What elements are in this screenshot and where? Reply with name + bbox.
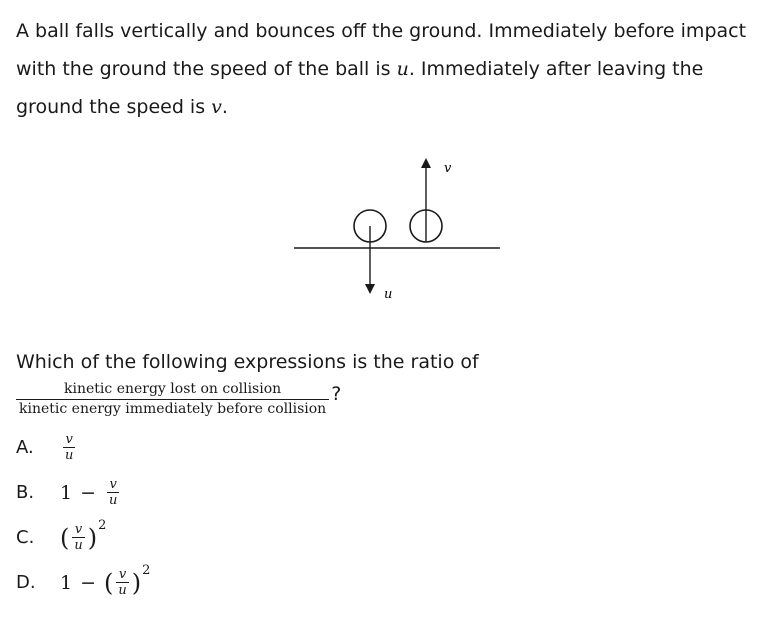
option-a[interactable]: [16, 432, 79, 463]
numerator-v: v: [118, 567, 127, 582]
option-letter: D.: [16, 572, 36, 593]
term-one: 1: [60, 571, 73, 594]
exponent: 2: [98, 518, 107, 533]
denominator-u: u: [65, 448, 74, 463]
denominator-u: u: [74, 538, 83, 553]
term-one: 1: [60, 481, 73, 504]
left-paren: (: [104, 568, 114, 597]
ratio-numerator: kinetic energy lost on collision: [64, 381, 282, 397]
bounce-diagram: [290, 152, 510, 312]
numerator-v: v: [74, 522, 83, 537]
option-letter: B.: [16, 482, 35, 503]
option-expression: [60, 563, 151, 598]
problem-statement: [16, 12, 776, 126]
option-c[interactable]: [16, 518, 107, 553]
arrow-v-head: [421, 158, 431, 168]
variable-u: u: [396, 58, 409, 80]
numerator-v: v: [65, 432, 73, 447]
right-paren: ): [87, 523, 98, 552]
variable-v: v: [211, 96, 222, 118]
question-text: Which of the following expressions is the ratio of: [16, 351, 479, 373]
arrow-u-head: [365, 284, 375, 294]
ratio-expression: [16, 380, 341, 419]
numerator-v: v: [109, 477, 117, 492]
denominator-u: u: [109, 493, 118, 508]
v-over-u-fraction: [72, 522, 84, 553]
label-u: u: [384, 287, 393, 302]
right-paren: ): [131, 568, 142, 597]
question-mark: ?: [331, 382, 342, 405]
minus-sign: −: [80, 571, 97, 594]
label-v: v: [444, 161, 452, 176]
intro-text-1: A ball falls vertically and bounces off the ground. Immediately before impact with the ground the speed of the ball is: [16, 20, 747, 80]
v-over-u-fraction: [107, 477, 119, 508]
intro-text-3: .: [221, 96, 228, 118]
option-expression: [60, 432, 79, 463]
option-b[interactable]: [16, 477, 123, 508]
option-letter: C.: [16, 527, 35, 548]
v-over-u-fraction: [63, 432, 75, 463]
left-paren: (: [60, 523, 70, 552]
minus-sign: −: [80, 481, 97, 504]
exponent: 2: [142, 563, 151, 578]
v-over-u-fraction: [116, 567, 128, 598]
ratio-fraction: [16, 380, 329, 419]
ratio-denominator: kinetic energy immediately before collision: [19, 401, 327, 417]
intro-text-2: . Immediately after leaving the ground the speed is: [16, 58, 704, 118]
option-letter: A.: [16, 437, 34, 458]
option-d[interactable]: [16, 563, 151, 598]
option-expression: [60, 477, 123, 508]
option-expression: [60, 518, 107, 553]
denominator-u: u: [118, 583, 127, 598]
